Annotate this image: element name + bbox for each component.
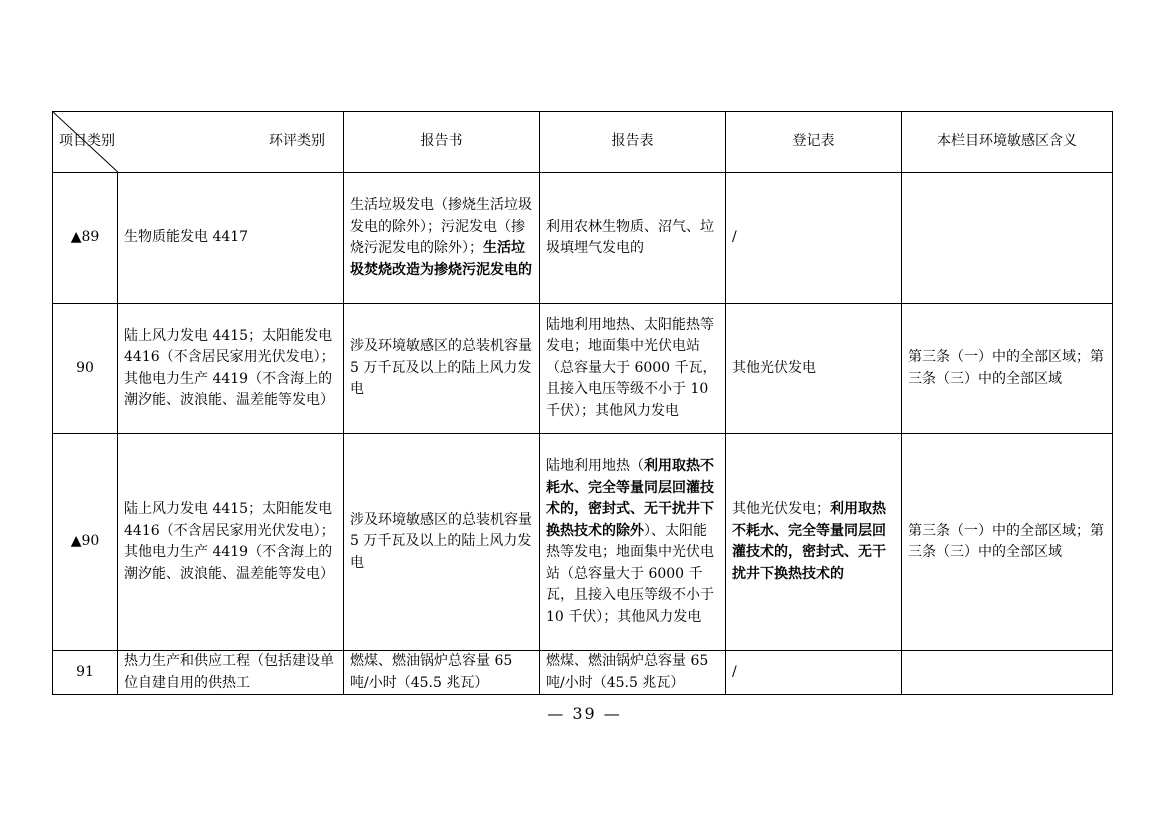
row-report-form: [540, 434, 726, 651]
row-report-book: [344, 173, 540, 304]
row-registration: [726, 304, 902, 434]
row-category: 热力生产和供应工程（包括建设单位自建自用的供热工: [118, 651, 344, 695]
text-fragment: 其他光伏发电；: [732, 501, 830, 517]
table-header-row: [53, 112, 1113, 173]
row-number: 90: [53, 304, 118, 434]
text-fragment: 生活垃圾发电（掺烧生活垃圾发电的除外）；污泥发电（掺烧污泥发电的除外）；: [350, 197, 532, 256]
row-report-form: [540, 173, 726, 304]
table-row: [53, 434, 1113, 651]
header-registration: 登记表: [726, 112, 902, 173]
row-report-form: [540, 651, 726, 695]
row-report-form: [540, 304, 726, 434]
row-report-book: [344, 434, 540, 651]
row-registration: [726, 173, 902, 304]
row-sensitive-area: 第三条（一）中的全部区域；第三条（三）中的全部区域: [902, 304, 1113, 434]
row-sensitive-area: 第三条（一）中的全部区域；第三条（三）中的全部区域: [902, 434, 1113, 651]
header-report-form: 报告表: [540, 112, 726, 173]
text-fragment: /: [732, 663, 737, 680]
text-fragment: 利用取热不耗水、完全等量同层回灌技术的，密封式、无干扰井下换热技术的: [732, 501, 886, 582]
header-sensitive-area: 本栏目环境敏感区含义: [902, 112, 1113, 173]
row-number: 91: [53, 651, 118, 695]
table-row: [53, 651, 1113, 695]
eia-classification-table: [52, 111, 1113, 695]
text-fragment: 生活垃圾焚烧改造为掺烧污泥发电的: [350, 240, 532, 278]
row-sensitive-area: [902, 173, 1113, 304]
row-category: 陆上风力发电 4415；太阳能发电 4416（不含居民家用光伏发电）；其他电力生产 4419（不含海上的潮汐能、波浪能、温差能等发电）: [118, 304, 344, 434]
text-fragment: 陆地利用地热、太阳能热等发电；地面集中光伏电站（总容量大于 6000 千瓦，且接入电压等级不小于 10 千伏）；其他风力发电: [546, 316, 717, 419]
row-sensitive-area: [902, 651, 1113, 695]
row-registration: [726, 651, 902, 695]
text-fragment: 其他光伏发电: [732, 359, 816, 376]
row-report-book: [344, 304, 540, 434]
row-number: ▲90: [53, 434, 118, 651]
text-fragment: ）、太阳能热等发电；地面集中光伏电站（总容量大于 6000 千瓦，且接入电压等级不小于 10 千伏）；其他风力发电: [546, 522, 714, 625]
table-body: [53, 173, 1113, 695]
page-number: — 39 —: [547, 704, 622, 723]
text-fragment: /: [732, 229, 737, 246]
header-report-book: 报告书: [344, 112, 540, 173]
text-fragment: 燃煤、燃油锅炉总容量 65 吨/小时（45.5 兆瓦）: [546, 653, 709, 691]
table-row: [53, 173, 1113, 304]
row-category: 陆上风力发电 4415；太阳能发电 4416（不含居民家用光伏发电）；其他电力生产 4419（不含海上的潮汐能、波浪能、温差能等发电）: [118, 434, 344, 651]
text-fragment: 利用农林生物质、沼气、垃圾填埋气发电的: [546, 218, 714, 256]
row-registration: [726, 434, 902, 651]
table-row: [53, 304, 1113, 434]
diagonal-header-cell: [53, 112, 344, 173]
row-report-book: [344, 651, 540, 695]
row-category: 生物质能发电 4417: [118, 173, 344, 304]
eia-type-label: 环评类别: [269, 133, 325, 149]
row-number: ▲89: [53, 173, 118, 304]
text-fragment: 涉及环境敏感区的总装机容量 5 万千瓦及以上的陆上风力发电: [350, 338, 532, 398]
project-category-label: 项目类别: [59, 133, 115, 149]
text-fragment: 燃煤、燃油锅炉总容量 65 吨/小时（45.5 兆瓦）: [350, 653, 513, 691]
text-fragment: 涉及环境敏感区的总装机容量 5 万千瓦及以上的陆上风力发电: [350, 511, 532, 571]
text-fragment: 利用取热不耗水、完全等量同层回灌技术的，密封式、无干扰井下换热技术的除外: [546, 458, 714, 539]
text-fragment: 陆地利用地热（: [546, 458, 644, 474]
